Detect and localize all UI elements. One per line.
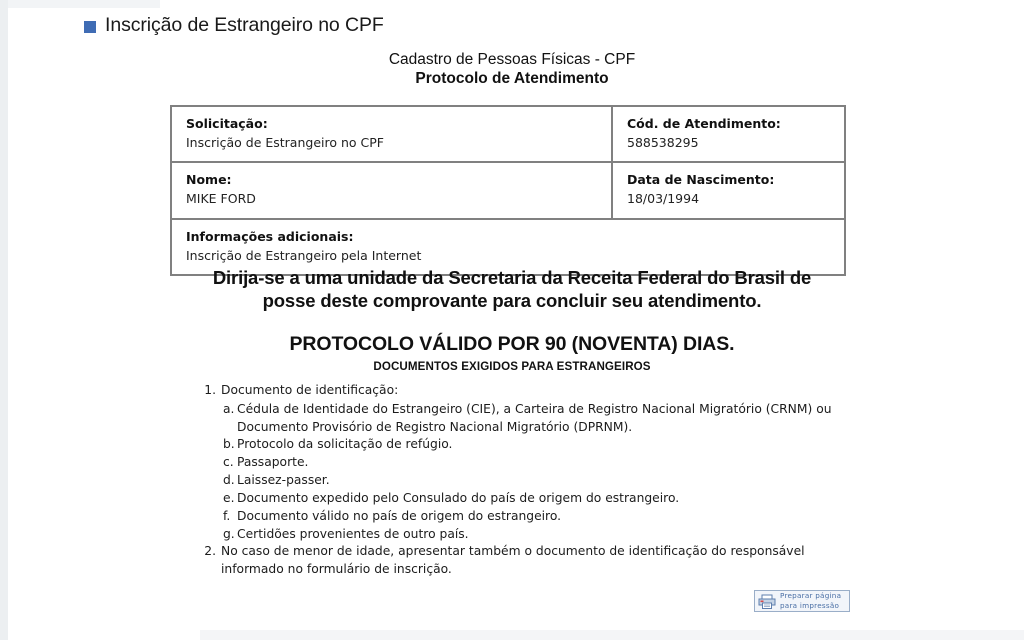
required-documents-sublist — [223, 401, 842, 544]
page-gutter-top — [0, 0, 160, 8]
list-item-label: Certidões provenientes de outro país. — [237, 526, 469, 541]
list-item-label: Passaporte. — [237, 455, 309, 470]
table-cell-data-nascimento — [613, 163, 844, 217]
document-title-block — [0, 50, 1024, 89]
document-title-secondary: Protocolo de Atendimento — [415, 70, 609, 88]
page-header — [84, 14, 384, 37]
field-value: Inscrição de Estrangeiro no CPF — [186, 135, 384, 151]
list-item — [223, 436, 842, 454]
table-row — [172, 220, 844, 274]
list-item — [202, 543, 842, 579]
list-item-marker: 2. — [204, 544, 216, 559]
instruction-line-2: posse deste comprovante para concluir seu atendimento. — [262, 289, 762, 311]
protocol-validity-text: PROTOCOLO VÁLIDO POR 90 (NOVENTA) DIAS. — [289, 332, 735, 355]
list-item-label: Documento expedido pelo Consulado do país de origem do estrangeiro. — [237, 490, 680, 505]
required-documents-section — [0, 360, 1024, 580]
list-item — [223, 526, 842, 544]
protocol-table — [170, 105, 846, 276]
table-cell-solicitacao — [172, 107, 613, 161]
page-title: Inscrição de Estrangeiro no CPF — [105, 14, 384, 36]
field-label: Informações adicionais: — [186, 228, 354, 244]
list-item-marker: b. — [223, 437, 235, 452]
document-title-primary: Cadastro de Pessoas Físicas - CPF — [388, 51, 636, 68]
list-item-marker: e. — [223, 490, 235, 505]
list-item-marker: 1. — [204, 383, 216, 397]
list-item-marker: g. — [223, 526, 235, 541]
instruction-block — [112, 267, 912, 356]
table-row — [172, 163, 844, 219]
table-cell-informacoes-adicionais — [172, 220, 844, 274]
list-item — [223, 401, 842, 437]
list-item — [223, 472, 842, 490]
field-label: Cód. de Atendimento: — [627, 116, 781, 131]
print-button-label-line-1: Preparar página — [780, 591, 842, 601]
list-item-label: No caso de menor de idade, apresentar também o documento de identificação do responsável informado no formulário de inscrição. — [221, 544, 805, 577]
prepare-print-page-button[interactable] — [754, 590, 850, 612]
page-bottom-edge — [200, 630, 1024, 640]
list-item-label: Documento válido no país de origem do estrangeiro. — [237, 508, 562, 523]
field-value: 18/03/1994 — [627, 191, 700, 207]
list-item-label: Laissez-passer. — [237, 473, 330, 488]
print-button-label — [780, 591, 841, 610]
list-item-label: Documento de identificação: — [221, 383, 399, 397]
field-value: MIKE FORD — [186, 191, 256, 207]
field-label: Solicitação: — [186, 116, 268, 131]
list-item-marker: d. — [223, 473, 235, 488]
field-value: 588538295 — [627, 135, 699, 151]
table-row — [172, 107, 844, 163]
field-label: Nome: — [186, 172, 232, 188]
blue-square-bullet-icon — [84, 21, 96, 33]
list-item — [202, 382, 842, 543]
list-item-label: Protocolo da solicitação de refúgio. — [237, 437, 453, 452]
list-item-marker: c. — [223, 455, 234, 470]
list-item — [223, 454, 842, 472]
list-item-marker: f. — [223, 508, 231, 523]
list-item — [223, 490, 842, 508]
table-cell-codigo-atendimento — [613, 107, 844, 161]
printer-icon — [757, 593, 777, 610]
print-button-label-line-2: para impressão — [780, 601, 840, 610]
list-item — [223, 508, 842, 526]
field-label: Data de Nascimento: — [627, 172, 775, 188]
field-value: Inscrição de Estrangeiro pela Internet — [186, 247, 422, 263]
instruction-text — [112, 267, 912, 313]
instruction-line-1: Dirija-se a uma unidade da Secretaria da Receita Federal do Brasil de — [212, 267, 812, 288]
list-item-label: Cédula de Identidade do Estrangeiro (CIE), a Carteira de Registro Nacional Migratório (CRNM) ou Documento Provisório de Registro Nacional Migratório (DPRNM). — [237, 401, 832, 434]
required-documents-list — [202, 382, 842, 579]
list-item-marker: a. — [223, 401, 235, 416]
required-documents-heading: DOCUMENTOS EXIGIDOS PARA ESTRANGEIROS — [373, 360, 651, 373]
table-cell-nome — [172, 163, 613, 217]
